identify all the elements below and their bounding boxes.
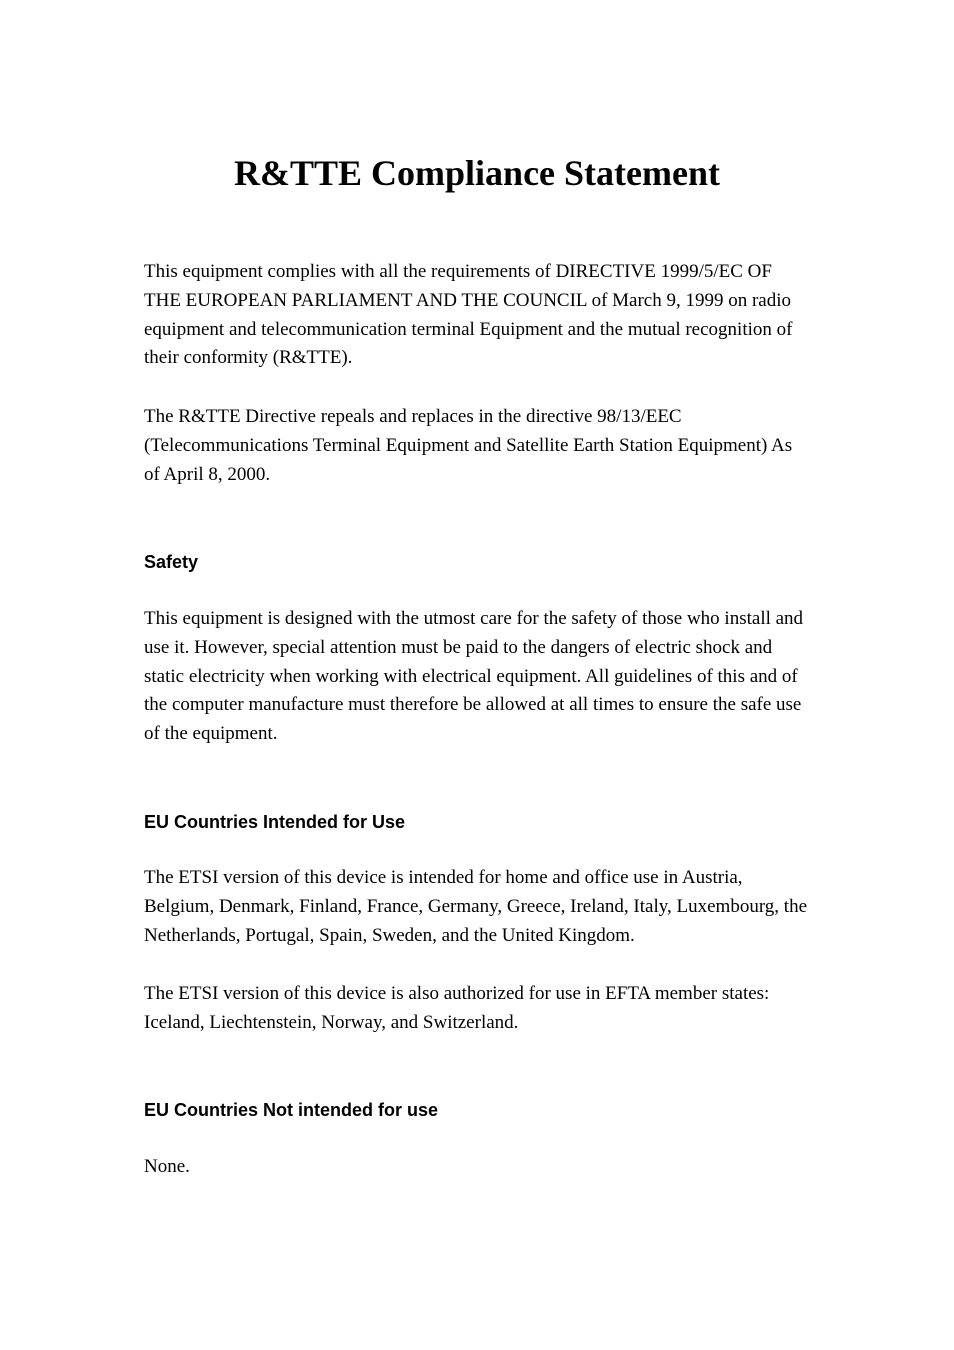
efta-paragraph: The ETSI version of this device is also authorized for use in EFTA member states: Iceland, Liechtenstein, Norway, and Switzerland.	[144, 983, 770, 1033]
eu-intended-paragraph: The ETSI version of this device is intended for home and office use in Austria, Belgium, Denmark, Finland, France, Germany, Greece, Ireland, Italy, Luxembourg, the Netherlands, Portugal, Spain, Sweden, and the United Kingdom.	[144, 867, 808, 946]
safety-paragraph: This equipment is designed with the utmost care for the safety of those who install and use it. However, special attention must be paid to the dangers of electric shock and static electricity when working with electrical equipment. All guidelines of this and of the computer manufacture must therefore be allowed at all times to ensure the safe use of the equipment.	[144, 608, 804, 745]
eu-not-intended-heading: EU Countries Not intended for use	[144, 1100, 439, 1120]
page-title: R&TTE Compliance Statement	[234, 153, 720, 193]
eu-not-intended-paragraph: None.	[144, 1156, 190, 1177]
intro-paragraph-repeal: The R&TTE Directive repeals and replaces in the directive 98/13/EEC (Telecommunications Terminal Equipment and Satellite Earth Station Equipment) As of April 8, 2000.	[144, 406, 793, 485]
intro-paragraph-directive: This equipment complies with all the requirements of DIRECTIVE 1999/5/EC OF THE EUROPEAN PARLIAMENT AND THE COUNCIL of March 9, 1999 on radio equipment and telecommunication terminal Equipment and the mutual recognition of their conformity (R&TTE).	[144, 261, 793, 369]
safety-heading: Safety	[144, 552, 199, 572]
eu-intended-heading: EU Countries Intended for Use	[144, 812, 406, 832]
